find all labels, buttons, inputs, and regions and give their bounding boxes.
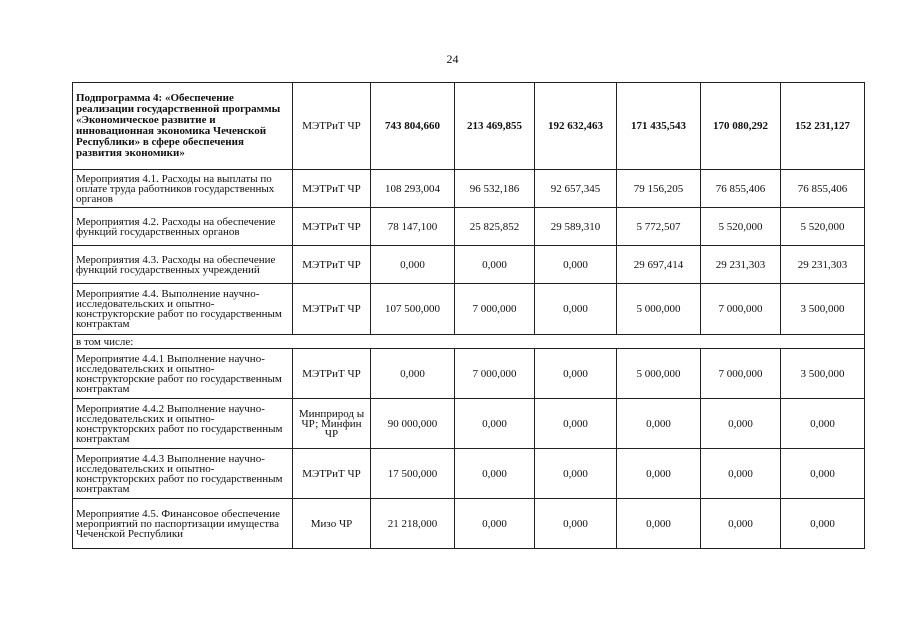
value-cell: 0,000 [455,246,535,284]
table-row [73,208,865,246]
value-cell: 29 231,303 [781,246,865,284]
value-cell: 5 772,507 [617,208,701,246]
value-cell: 171 435,543 [617,83,701,170]
row-executor: МЭТРиТ ЧР [293,284,371,335]
value-cell: 5 000,000 [617,284,701,335]
value-cell: 17 500,000 [371,449,455,499]
value-cell: 743 804,660 [371,83,455,170]
row-name: Подпрограмма 4: «Обеспечение реализации государственной программы «Экономическое развитие и инновационная экономика Чеченской Республики» в сфере обеспечения развития экономики» [73,83,293,170]
table-row [73,449,865,499]
value-cell: 0,000 [371,246,455,284]
row-executor: МЭТРиТ ЧР [293,83,371,170]
row-executor: Мизо ЧР [293,499,371,549]
value-cell: 0,000 [781,499,865,549]
table-row [73,246,865,284]
value-cell: 29 231,303 [701,246,781,284]
value-cell: 170 080,292 [701,83,781,170]
value-cell: 90 000,000 [371,399,455,449]
value-cell: 0,000 [455,449,535,499]
table-row [73,499,865,549]
value-cell: 76 855,406 [701,170,781,208]
row-name: Мероприятие 4.4.1 Выполнение научно-исследовательских и опытно-конструкторские работ по государственным контрактам [73,349,293,399]
value-cell: 0,000 [617,399,701,449]
value-cell: 108 293,004 [371,170,455,208]
value-cell: 0,000 [701,499,781,549]
page-number: 24 [446,52,459,66]
table-row [73,349,865,399]
value-cell: 7 000,000 [455,349,535,399]
value-cell: 21 218,000 [371,499,455,549]
row-executor: МЭТРиТ ЧР [293,170,371,208]
value-cell: 96 532,186 [455,170,535,208]
value-cell: 0,000 [617,499,701,549]
table-row [73,284,865,335]
row-name: Мероприятие 4.4.2 Выполнение научно-исследовательских и опытно-конструкторских работ по государственным контрактам [73,399,293,449]
subtotal-label: в том числе: [73,335,865,349]
value-cell: 0,000 [781,399,865,449]
value-cell: 3 500,000 [781,284,865,335]
value-cell: 152 231,127 [781,83,865,170]
value-cell: 5 520,000 [781,208,865,246]
value-cell: 0,000 [701,399,781,449]
value-cell: 0,000 [617,449,701,499]
value-cell: 92 657,345 [535,170,617,208]
row-executor: МЭТРиТ ЧР [293,349,371,399]
row-name: Мероприятие 4.4. Выполнение научно-исследовательских и опытно-конструкторские работ по государственным контрактам [73,284,293,335]
table-row [73,170,865,208]
row-name: Мероприятие 4.5. Финансовое обеспечение мероприятий по паспортизации имущества Чеченской Республики [73,499,293,549]
row-executor: МЭТРиТ ЧР [293,208,371,246]
value-cell: 5 000,000 [617,349,701,399]
value-cell: 0,000 [781,449,865,499]
value-cell: 25 825,852 [455,208,535,246]
row-executor: МЭТРиТ ЧР [293,246,371,284]
row-name: Мероприятие 4.4.3 Выполнение научно-исследовательских и опытно-конструкторских работ по государственным контрактам [73,449,293,499]
value-cell: 78 147,100 [371,208,455,246]
value-cell: 213 469,855 [455,83,535,170]
value-cell: 79 156,205 [617,170,701,208]
value-cell: 5 520,000 [701,208,781,246]
value-cell: 0,000 [455,399,535,449]
value-cell: 29 589,310 [535,208,617,246]
value-cell: 0,000 [371,349,455,399]
value-cell: 7 000,000 [701,349,781,399]
row-executor: Минприрод ы ЧР; Минфин ЧР [293,399,371,449]
value-cell: 0,000 [455,499,535,549]
budget-table [72,82,865,549]
row-name: Мероприятия 4.2. Расходы на обеспечение функций государственных органов [73,208,293,246]
value-cell: 0,000 [535,349,617,399]
value-cell: 107 500,000 [371,284,455,335]
table-row [73,335,865,349]
value-cell: 0,000 [535,284,617,335]
value-cell: 0,000 [535,246,617,284]
value-cell: 7 000,000 [455,284,535,335]
value-cell: 0,000 [535,499,617,549]
value-cell: 76 855,406 [781,170,865,208]
table-row [73,399,865,449]
value-cell: 3 500,000 [781,349,865,399]
table-row [73,83,865,170]
value-cell: 0,000 [535,399,617,449]
value-cell: 0,000 [535,449,617,499]
value-cell: 29 697,414 [617,246,701,284]
value-cell: 0,000 [701,449,781,499]
value-cell: 7 000,000 [701,284,781,335]
row-executor: МЭТРиТ ЧР [293,449,371,499]
row-name: Мероприятия 4.1. Расходы на выплаты по оплате труда работников государственных органов [73,170,293,208]
value-cell: 192 632,463 [535,83,617,170]
row-name: Мероприятия 4.3. Расходы на обеспечение функций государственных учреждений [73,246,293,284]
